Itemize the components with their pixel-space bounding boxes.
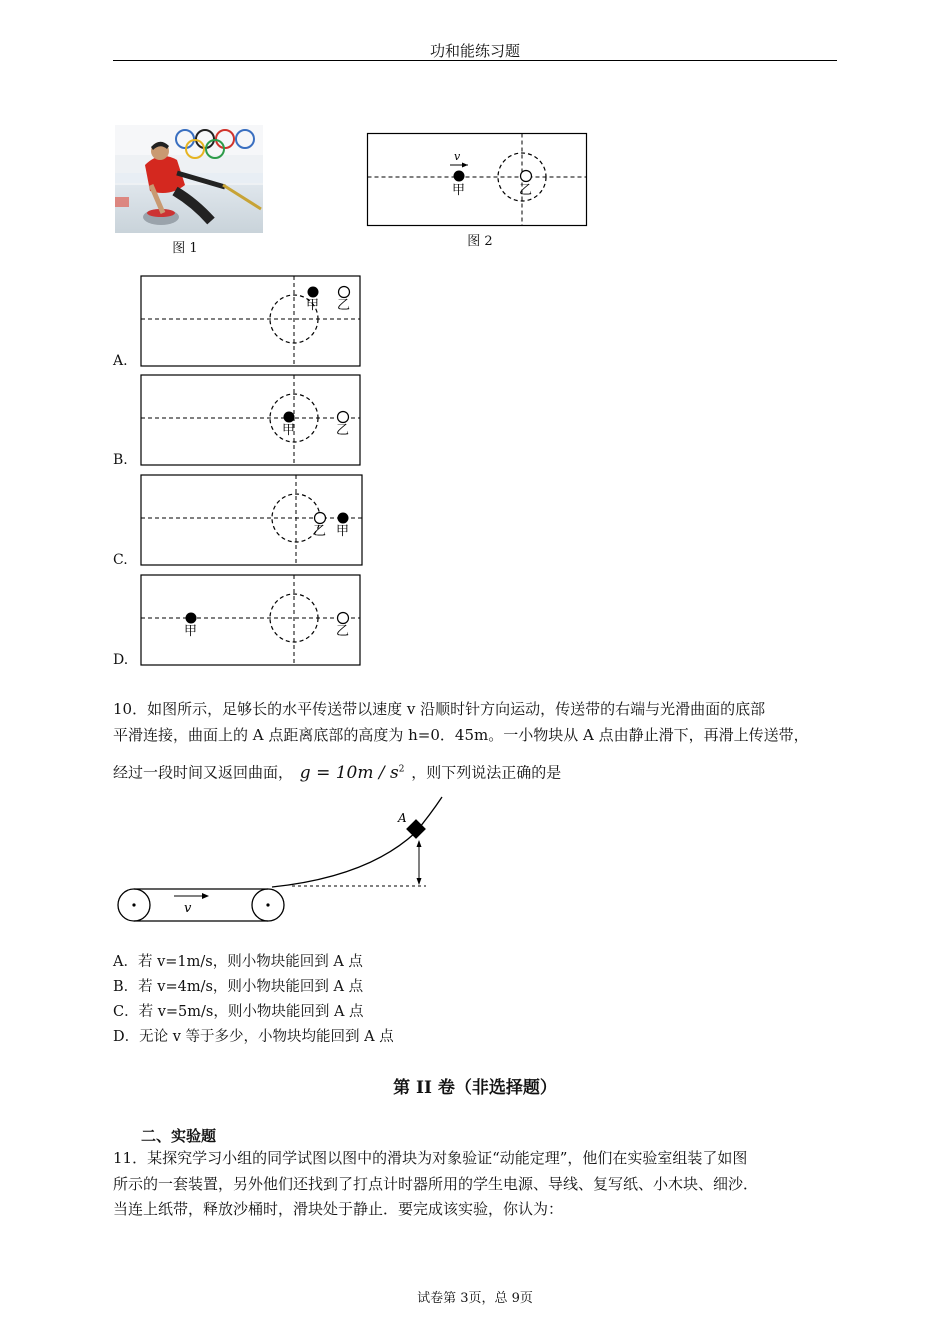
curling-photo	[115, 125, 263, 233]
header-rule	[113, 60, 837, 61]
option-a-diagram	[140, 275, 362, 368]
conveyor-diagram	[112, 795, 452, 925]
ball-jia-label: 甲	[452, 183, 466, 198]
point-a-label: A	[398, 811, 407, 825]
ball-yi-label: 乙	[519, 183, 533, 198]
velocity-label: v	[454, 150, 461, 163]
svg-text:甲: 甲	[336, 524, 350, 539]
q11-line-1: 11．某探究学习小组的同学试图以图中的滑块为对象验证“动能定理”，他们在实验室组装了如图	[113, 1149, 748, 1167]
q10-option-a: A．若 v=1m/s，则小物块能回到 A 点	[113, 954, 363, 970]
option-d-diagram	[140, 574, 362, 667]
q10-option-c: C．若 v=5m/s，则小物块能回到 A 点	[113, 1004, 364, 1020]
svg-text:乙: 乙	[336, 624, 350, 639]
option-a-letter: A.	[113, 353, 128, 369]
q11-line-2: 所示的一套装置，另外他们还找到了打点计时器所用的学生电源、导线、复写纸、小木块、细沙．	[113, 1175, 759, 1193]
svg-text:甲: 甲	[282, 423, 296, 438]
q10-formula	[300, 763, 405, 783]
q11-line-3: 当连上纸带，释放沙桶时，滑块处于静止．要完成该实验，你认为：	[113, 1200, 564, 1218]
option-b-diagram	[140, 374, 362, 467]
q10-line-3	[113, 757, 561, 786]
svg-text:乙: 乙	[337, 298, 351, 313]
page-header-title: 功和能练习题	[429, 42, 520, 60]
option-c-diagram	[140, 474, 364, 567]
figure-2-diagram	[366, 132, 588, 228]
svg-text:甲: 甲	[306, 298, 320, 313]
svg-text:乙: 乙	[336, 423, 350, 438]
q10-option-b: B．若 v=4m/s，则小物块能回到 A 点	[113, 979, 364, 995]
page-footer: 试卷第 3页，总 9页	[417, 1291, 533, 1306]
q10-option-d: D．无论 v 等于多少，小物块均能回到 A 点	[113, 1029, 394, 1045]
section-experiment-title: 二、实验题	[141, 1127, 217, 1145]
figure-1-label: 图 1	[172, 241, 198, 256]
svg-text:甲: 甲	[184, 624, 198, 639]
option-b-letter: B.	[113, 452, 128, 468]
q10-formula-text: g = 10m / s	[299, 762, 399, 783]
part-2-title: 第 II 卷（非选择题）	[393, 1078, 557, 1098]
q10-line-2: 平滑连接，曲面上的 A 点距离底部的高度为 h=0．45m。一小物块从 A 点由静止滑下，再滑上传送带，	[113, 726, 809, 744]
belt-velocity-label: v	[184, 901, 192, 916]
figure-2-label: 图 2	[467, 234, 493, 249]
q10-formula-exp: 2	[398, 764, 405, 774]
q10-line-3-post: ，则下列说法正确的是	[411, 763, 562, 782]
q10-line-1: 10．如图所示，足够长的水平传送带以速度 v 沿顺时针方向运动，传送带的右端与光滑曲面的底部	[113, 700, 766, 718]
q10-line-3-pre: 经过一段时间又返回曲面，	[113, 763, 294, 782]
svg-text:乙: 乙	[313, 524, 327, 539]
option-c-letter: C.	[113, 552, 128, 568]
option-d-letter: D.	[113, 652, 129, 668]
